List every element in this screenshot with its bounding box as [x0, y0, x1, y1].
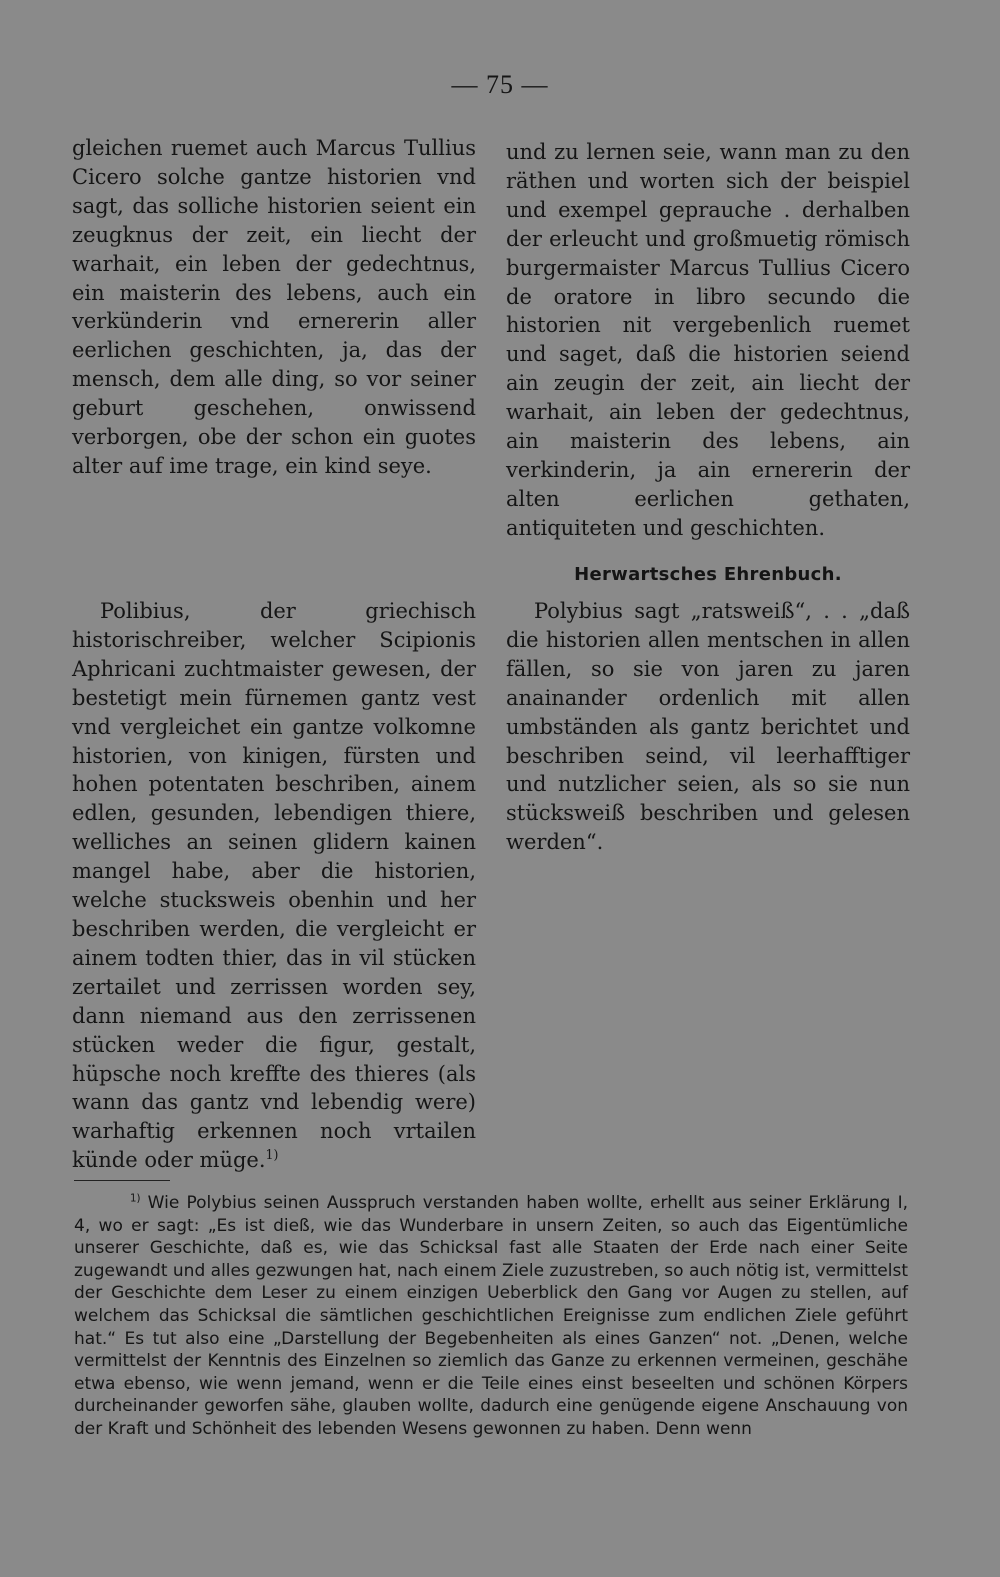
footnote — [74, 1192, 908, 1441]
page-number: — 75 — — [451, 70, 549, 99]
section-heading: Herwartsches Ehrenbuch. — [574, 564, 842, 585]
left-column-paragraph-2-text: Polibius, der griechisch historischreiber, welcher Scipionis Aphricani zuchtmaister gewesen, der bestetigt mein fürnemen gantz vest vnd vergleichet ein gantze volkomne historien, von kinigen, fürsten und hohen potentaten beschriben, ainem edlen, gesunden, lebendigen thiere, welliches an seinen glidern kainen mangel habe, aber die historien, welche stucksweis obenhin und her beschriben werden, die vergleicht er ainem todten thier, das in vil stücken zertailet und zerrissen worden sey, dann niemand aus den zerrissenen stücken weder die figur, gestalt, hüpsche noch kreffte des thieres (als wann das gantz vnd lebendig were) warhaftig erkennen noch vrtailen künde oder müge. — [72, 599, 476, 1173]
right-column-paragraph-2: Polybius sagt „ratsweiß“, . . „daß die historien allen mentschen in allen fällen, so sie von jaren zu jaren anainander ordenlich mit allen umbständen als gantz berichtet und beschriben seind, vil leerhafftiger und nutzlicher seien, als so sie nun stücksweiß beschriben und gelesen werden“. — [506, 599, 910, 855]
footnote-reference-marker: 1) — [265, 1147, 279, 1163]
footnote-divider — [74, 1180, 170, 1181]
left-column-paragraph-2 — [72, 597, 476, 1175]
right-column-paragraph-1: und zu lernen seie, wann man zu den räthen und worten sich der beispiel und exempel geprauche . derhalben der erleucht und großmuetig römisch burgermaister Marcus Tullius Cicero de oratore in libro secundo die historien nit vergebenlich ruemet und saget, daß die historien seiend ain zeugin der zeit, ain liecht der warhait, ain leben der gedechtnus, ain maisterin des lebens, ain verkinderin, ja ain ernererin der alten eerlichen gethaten, antiquiteten und geschichten. — [506, 140, 910, 540]
left-column-paragraph-1: gleichen ruemet auch Marcus Tullius Cicero solche gantze historien vnd sagt, das solliche historien seient ein zeugknus der zeit, ein liecht der warhait, ein leben der gedechtnus, ein maisterin des lebens, auch ein verkünderin vnd ernererin aller eerlichen geschichten, ja, das der mensch, dem alle ding, so vor seiner geburt geschehen, onwissend verborgen, obe der schon ein guotes alter auf ime trage, ein kind seye. — [72, 136, 476, 478]
footnote-marker: 1) — [130, 1193, 141, 1205]
footnote-text: Wie Polybius seinen Ausspruch verstanden haben wollte, erhellt aus seiner Erklärung I, 4, wo er sagt: „Es ist dieß, wie das Wunderbare in unsern Zeiten, so auch das Eigentümliche unserer Geschichte, daß es, wie das Schicksal fast alle Staaten der Erde nach einer Seite zugewandt und alles gezwungen hat, nach einem Ziele zuzustreben, so auch nötig ist, vermittelst der Geschichte dem Leser zu einem einzigen Ueberblick den Gang vor Augen zu stellen, auf welchem das Schicksal die sämtlichen geschichtlichen Ereignisse zum endlichen Ziele geführt hat.“ Es tut also eine „Darstellung der Begebenheiten als eines Ganzen“ not. „Denen, welche vermittelst der Kenntnis des Einzelnen so ziemlich das Ganze zu erkennen vermeinen, geschähe etwa ebenso, wie wenn jemand, wenn er die Teile eines einst beseelten und schönen Körpers durcheinander geworfen sähe, glauben wollte, dadurch eine genügende eigene Anschauung von der Kraft und Schönheit des lebenden Wesens gewonnen zu haben. Denn wenn — [74, 1193, 909, 1439]
